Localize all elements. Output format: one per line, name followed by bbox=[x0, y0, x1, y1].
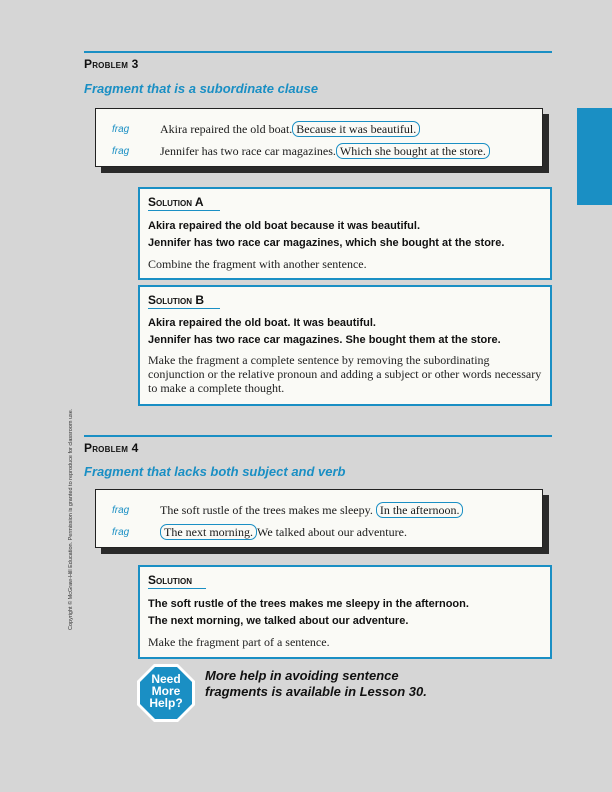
problem-4-label: Problem 4 bbox=[84, 441, 139, 455]
help-reference: More help in avoiding sentence fragments is available in Lesson 30. bbox=[205, 668, 427, 699]
chapter-tab bbox=[577, 108, 612, 205]
example-sentence: Akira repaired the old boat. bbox=[160, 122, 293, 136]
need-more-help-badge bbox=[136, 663, 196, 723]
solution-b-box bbox=[138, 285, 552, 406]
problem-3-subhead: Fragment that is a subordinate clause bbox=[84, 81, 319, 96]
solution-b-underline bbox=[148, 308, 220, 309]
solution-line: The soft rustle of the trees makes me sleepy in the afternoon. bbox=[148, 598, 469, 610]
solution-box bbox=[138, 565, 552, 659]
circled-fragment: Because it was beautiful. bbox=[292, 121, 420, 137]
example-text bbox=[160, 525, 407, 540]
solution-note: Make the fragment part of a sentence. bbox=[148, 635, 330, 649]
copyright-notice: Copyright © McGraw-Hill Education. Permission is granted to reproduce for classroom use. bbox=[68, 408, 74, 630]
problem-4-rule bbox=[84, 435, 552, 437]
problem-4-example-box bbox=[95, 489, 543, 548]
example-row bbox=[96, 525, 542, 545]
solution-note: Make the fragment a complete sentence by removing the subordinating conjunction or the relative pronoun and adding a subject or other words necessary to make a complete thought. bbox=[148, 353, 542, 395]
solution-line: The next morning, we talked about our adventure. bbox=[148, 615, 409, 627]
frag-tag: frag bbox=[112, 124, 130, 135]
example-sentence: We talked about our adventure. bbox=[256, 525, 407, 539]
problem-3-label: Problem 3 bbox=[84, 57, 139, 71]
badge-line: Need bbox=[151, 672, 181, 686]
solution-heading: Solution bbox=[148, 573, 192, 587]
solution-b-heading: Solution B bbox=[148, 293, 204, 307]
badge-line: Help? bbox=[149, 696, 183, 710]
problem-3-example-box bbox=[95, 108, 543, 167]
example-text bbox=[160, 503, 463, 518]
badge-line: More bbox=[151, 684, 181, 698]
solution-a-box bbox=[138, 187, 552, 280]
circled-fragment: In the afternoon. bbox=[376, 502, 464, 518]
solution-note: Combine the fragment with another sentence. bbox=[148, 257, 367, 271]
example-row bbox=[96, 122, 542, 142]
circled-fragment: Which she bought at the store. bbox=[336, 143, 490, 159]
frag-tag: frag bbox=[112, 505, 130, 516]
example-sentence: The soft rustle of the trees makes me sleepy. bbox=[160, 503, 373, 517]
frag-tag: frag bbox=[112, 146, 130, 157]
example-text bbox=[160, 122, 420, 137]
solution-line: Akira repaired the old boat. It was beautiful. bbox=[148, 317, 376, 329]
problem-4-subhead: Fragment that lacks both subject and verb bbox=[84, 464, 346, 479]
solution-a-heading: Solution A bbox=[148, 195, 204, 209]
solution-underline bbox=[148, 588, 206, 589]
example-row bbox=[96, 503, 542, 523]
solution-line: Akira repaired the old boat because it was beautiful. bbox=[148, 220, 421, 232]
solution-a-underline bbox=[148, 210, 220, 211]
example-row bbox=[96, 144, 542, 164]
solution-line: Jennifer has two race car magazines, which she bought at the store. bbox=[148, 237, 505, 249]
need-more-help-text bbox=[136, 673, 196, 709]
problem-3-rule bbox=[84, 51, 552, 53]
example-sentence: Jennifer has two race car magazines. bbox=[160, 144, 336, 158]
example-text bbox=[160, 144, 490, 159]
solution-line: Jennifer has two race car magazines. She bought them at the store. bbox=[148, 334, 501, 346]
circled-fragment: The next morning. bbox=[160, 524, 257, 540]
frag-tag: frag bbox=[112, 527, 130, 538]
